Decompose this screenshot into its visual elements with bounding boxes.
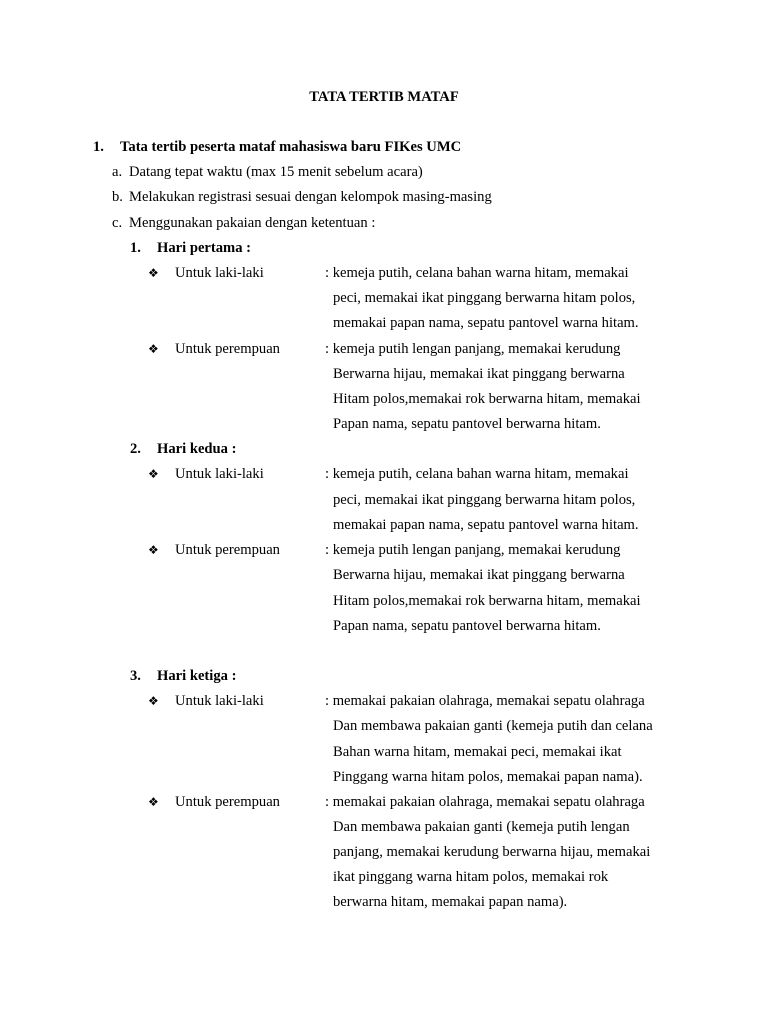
diamond-bullet-icon: ❖ (148, 342, 159, 356)
group-line: Berwarna hijau, memakai ikat pinggang berwarna (333, 567, 625, 583)
group-line: : memakai pakaian olahraga, memakai sepatu olahraga (325, 693, 645, 709)
group-line: Dan membawa pakaian ganti (kemeja putih dan celana (333, 718, 653, 734)
group-line: Papan nama, sepatu pantovel berwarna hitam. (333, 618, 601, 634)
day-number: 1. (130, 240, 141, 256)
group-line: memakai papan nama, sepatu pantovel warna hitam. (333, 315, 639, 331)
group-line: : kemeja putih lengan panjang, memakai kerudung (325, 542, 621, 558)
section-number: 1. (93, 139, 104, 155)
day-number: 3. (130, 668, 141, 684)
document-title: TATA TERTIB MATAF (309, 89, 459, 105)
group-label: Untuk laki-laki (175, 693, 264, 709)
group-line: memakai papan nama, sepatu pantovel warna hitam. (333, 517, 639, 533)
list-item-text: Melakukan registrasi sesuai dengan kelompok masing-masing (129, 189, 492, 205)
diamond-bullet-icon: ❖ (148, 266, 159, 280)
diamond-bullet-icon: ❖ (148, 467, 159, 481)
diamond-bullet-icon: ❖ (148, 543, 159, 557)
section-heading: Tata tertib peserta mataf mahasiswa baru FIKes UMC (120, 139, 462, 155)
diamond-bullet-icon: ❖ (148, 694, 159, 708)
group-line: Hitam polos,memakai rok berwarna hitam, memakai (333, 391, 641, 407)
diamond-bullet-icon: ❖ (148, 795, 159, 809)
day-label: Hari ketiga : (157, 668, 237, 684)
group-line: Dan membawa pakaian ganti (kemeja putih lengan (333, 819, 630, 835)
group-line: berwarna hitam, memakai papan nama). (333, 894, 568, 910)
group-line: peci, memakai ikat pinggang berwarna hitam polos, (333, 290, 636, 306)
group-line: ikat pinggang warna hitam polos, memakai rok (333, 869, 609, 885)
group-label: Untuk perempuan (175, 794, 280, 810)
list-marker: c. (112, 215, 123, 231)
group-label: Untuk laki-laki (175, 466, 264, 482)
group-line: : memakai pakaian olahraga, memakai sepatu olahraga (325, 794, 645, 810)
list-marker: a. (112, 164, 123, 180)
day-label: Hari kedua : (157, 441, 237, 457)
group-line: : kemeja putih, celana bahan warna hitam, memakai (325, 265, 629, 281)
group-label: Untuk perempuan (175, 542, 280, 558)
list-marker: b. (112, 189, 123, 205)
group-line: peci, memakai ikat pinggang berwarna hitam polos, (333, 492, 636, 508)
day-number: 2. (130, 441, 141, 457)
group-line: : kemeja putih, celana bahan warna hitam, memakai (325, 466, 629, 482)
group-line: Berwarna hijau, memakai ikat pinggang berwarna (333, 366, 625, 382)
group-line: Papan nama, sepatu pantovel berwarna hitam. (333, 416, 601, 432)
list-item-text: Menggunakan pakaian dengan ketentuan : (129, 215, 376, 231)
day-label: Hari pertama : (157, 240, 252, 256)
group-line: Pinggang warna hitam polos, memakai papan nama). (333, 769, 643, 785)
group-line: panjang, memakai kerudung berwarna hijau, memakai (333, 844, 651, 860)
group-line: Hitam polos,memakai rok berwarna hitam, memakai (333, 593, 641, 609)
group-line: Bahan warna hitam, memakai peci, memakai ikat (333, 744, 622, 760)
group-label: Untuk laki-laki (175, 265, 264, 281)
list-item-text: Datang tepat waktu (max 15 menit sebelum acara) (129, 164, 423, 180)
group-line: : kemeja putih lengan panjang, memakai kerudung (325, 341, 621, 357)
group-label: Untuk perempuan (175, 341, 280, 357)
